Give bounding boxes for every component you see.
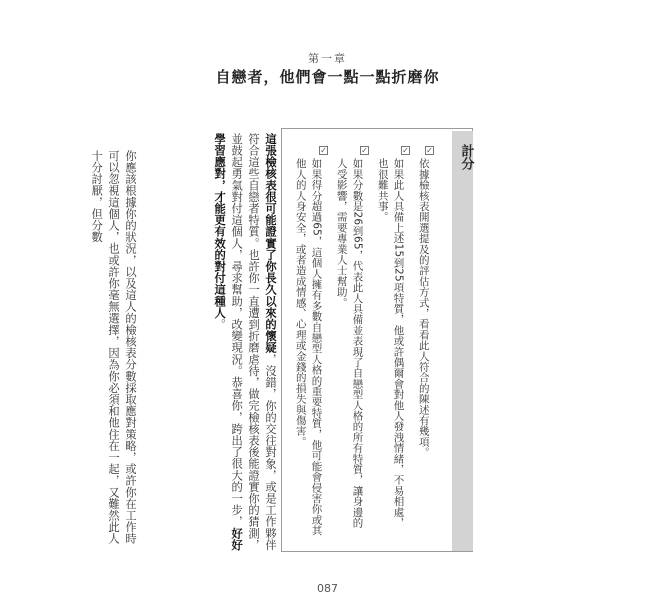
body-paragraph-2: 你應該根據你的狀況，以及這人的檢核表分數採取應對策略，或許你在工作時可以忽視這個人，也或許你毫無選擇，因為你必須和他住在一起，又難然此人十分討厭，但分數 bbox=[90, 150, 137, 545]
chapter-title: 自戀者，他們會一點一點折磨你 bbox=[215, 68, 440, 86]
scoring-sidebar bbox=[452, 131, 473, 551]
body-paragraph-1: 這張檢核表很可能證實了你長久以來的懷疑，沒錯，你的交往對象，或是工作夥伴符合這些自戀者特質。也許你一直遭到折磨虐待，做完檢核表後能證實你的猜測，並鼓起勇氣對付這個人，尋求幫助，改變現況。恭喜你，跨出了很大的一步，好好學習應對，才能更有效的對付這種人。 bbox=[213, 133, 277, 551]
body-emphasis: 這張檢核表很可能證實了你長久以來的懷疑 bbox=[264, 133, 277, 354]
scoring-item: 如果得分超過65，這個人擁有多數自戀型人格的重要特質，他可能會侵害你或其他人的人身安全，或者造成情感、心理或金錢的損失與傷害。 bbox=[294, 158, 323, 536]
check-box-icon: ✓ bbox=[426, 146, 433, 155]
scoring-item: 依據檢核表開選提及的評估方式，看看此人符合的陳述有幾項。 bbox=[417, 158, 430, 458]
check-box-icon: ✓ bbox=[320, 146, 327, 155]
scoring-item: 如果此人具備上述15到25項特質，他或許偶爾會對他人發洩情緒，不易相處，也很難共事。 bbox=[376, 158, 405, 528]
check-box-icon: ✓ bbox=[402, 146, 409, 155]
page-number: 087 bbox=[317, 582, 338, 595]
body-emphasis: 好好學習應對，才能更有效的對付這種人 bbox=[213, 133, 244, 551]
scoring-item: 如果分數是26到65，代表此人具備並表現了自戀型人格的所有特質，讓身邊的人受影響，需要專業人士幫助。 bbox=[335, 158, 364, 528]
check-box-icon: ✓ bbox=[361, 146, 368, 155]
scoring-title: 計分 bbox=[458, 144, 474, 170]
chapter-label: 第一章 bbox=[308, 52, 347, 65]
